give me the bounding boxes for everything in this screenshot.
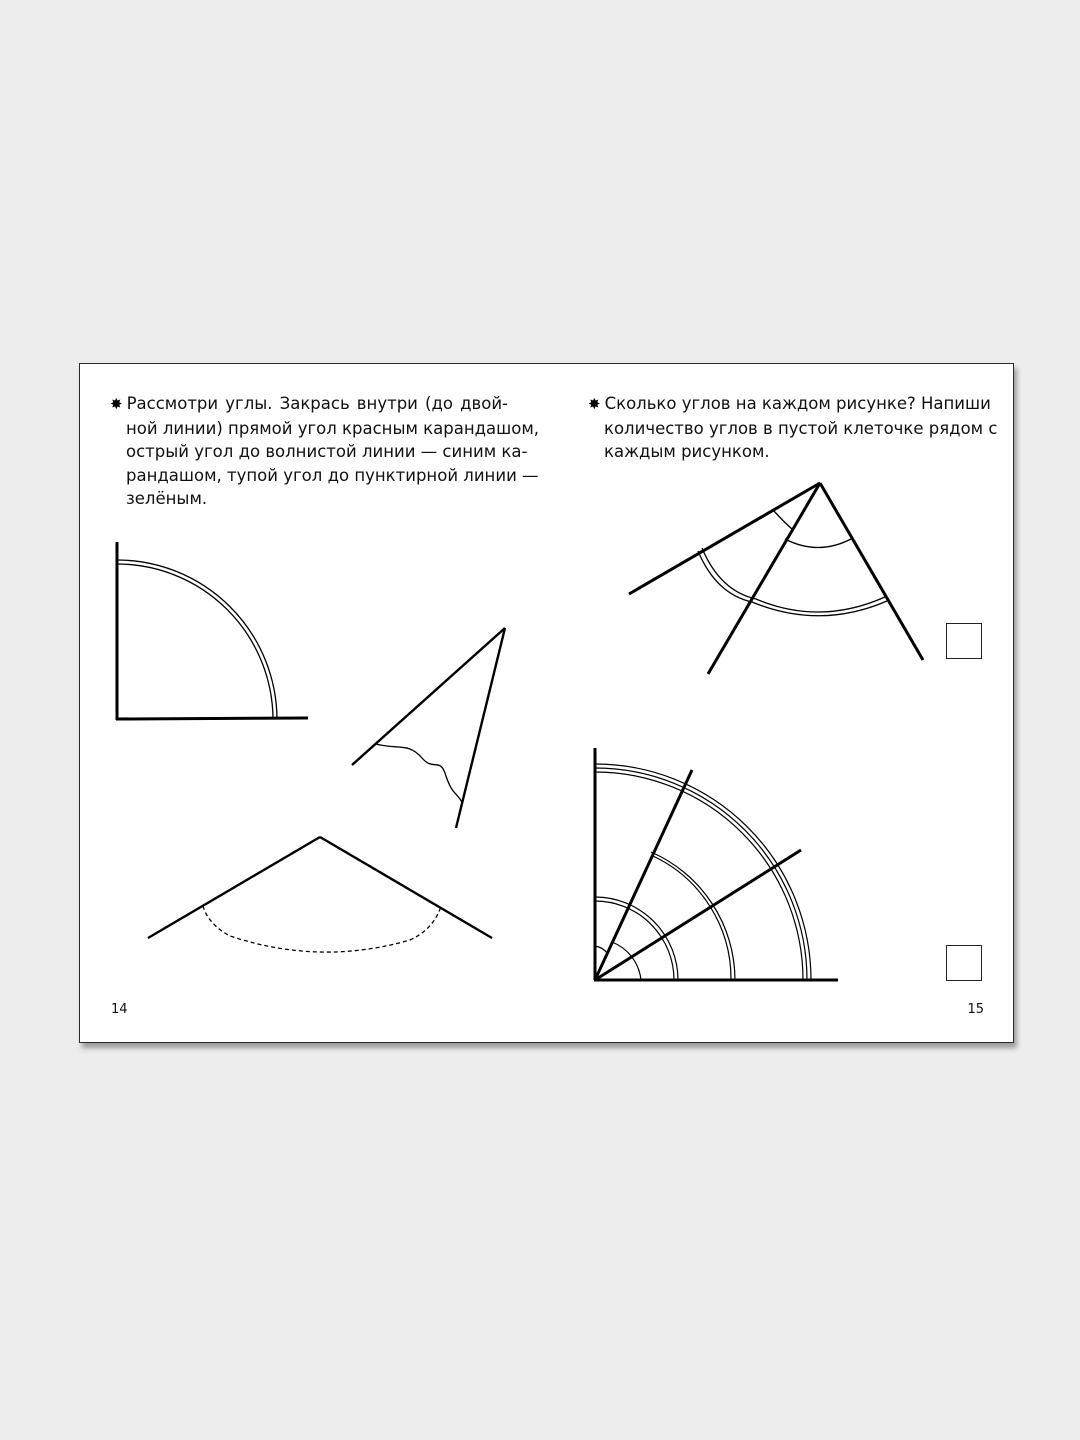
- book-spread: [79, 363, 1014, 1043]
- task-line: ной линии) прямой угол красным карандашом,: [126, 418, 540, 438]
- star-bullet-icon: ✸: [110, 395, 123, 413]
- page-number-left: 14: [111, 1002, 128, 1017]
- rays-figure-1: [629, 483, 923, 674]
- rays-figure-2: [594, 748, 838, 980]
- acute-angle-figure: [352, 628, 505, 828]
- angle-figures: [80, 364, 1015, 1044]
- task-line: острый угол до волнистой линии — синим ка-: [126, 442, 528, 461]
- task-line: Сколько углов на каждом рисунке? Напиши: [604, 394, 991, 413]
- task-line: зелёным.: [126, 489, 208, 508]
- obtuse-angle-figure: [148, 837, 492, 952]
- task-line: рандашом, тупой угол до пунктирной линии —: [126, 465, 539, 485]
- task-line: каждым рисунком.: [604, 442, 770, 461]
- page-number-right: 15: [967, 1002, 984, 1017]
- answer-box-2[interactable]: [946, 945, 982, 981]
- task-line: количество углов в пустой клеточке рядом с: [604, 418, 998, 438]
- star-bullet-icon: ✸: [588, 395, 601, 413]
- task-line: Рассмотри углы. Закрась внутри (до двой-: [126, 394, 508, 413]
- right-angle-figure: [116, 542, 308, 720]
- answer-box-1[interactable]: [946, 623, 982, 659]
